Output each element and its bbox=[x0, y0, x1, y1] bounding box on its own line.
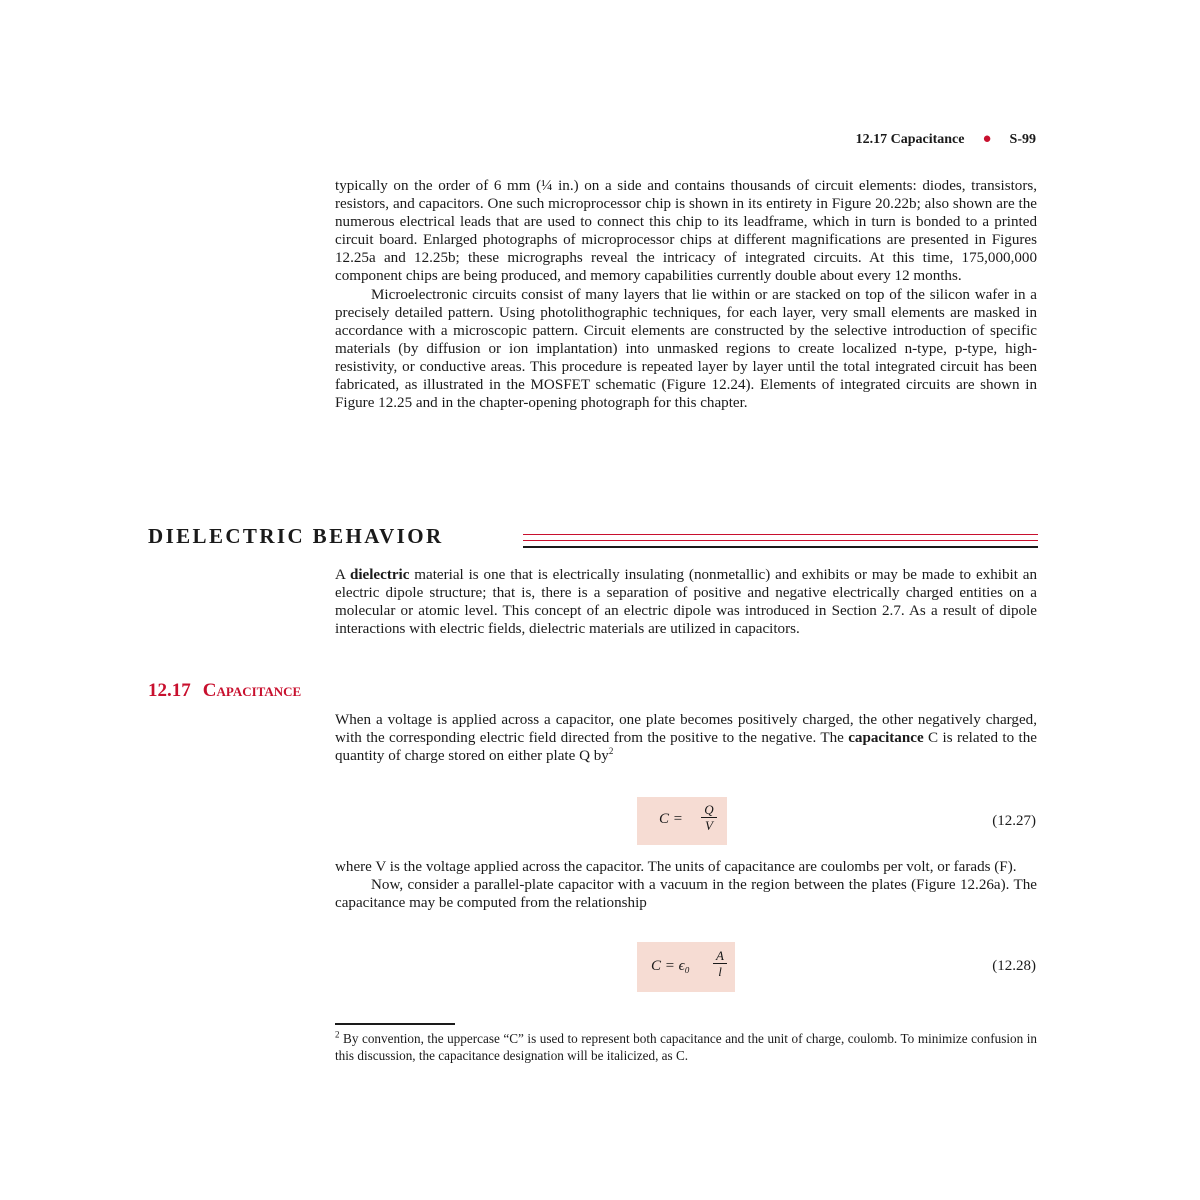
bullet-icon: ● bbox=[982, 131, 992, 147]
capacitance-text-2 bbox=[335, 858, 1037, 912]
heading-rule-red bbox=[523, 534, 1038, 541]
p3-rest: material is one that is electrically insulating (nonmetallic) and exhibits or may be made to exhibit an electric dipole structure; that is, there is a separation of positive and negative electrically charged entities on a molecular or atomic level. This concept of an electric dipole was introduced in Section 2.7. As a result of dipole interactions with electric fields, dielectric materials are utilized in capacitors. bbox=[335, 567, 1037, 638]
paragraph-integrated-circuits: typically on the order of 6 mm (¼ in.) on a side and contains thousands of circuit elements: diodes, transistors, resistors, and capacitors. One such microprocessor chip is shown in its entirety in Figure 20.22b; also shown are the numerous electrical leads that are used to connect this chip to its leadframe, which in turn is bonded to a printed circuit board. Enlarged photographs of microprocessor chips at different magnifications are presented in Figures 12.25a and 12.25b; these micrographs reveal the intricacy of integrated circuits. At this time, 175,000,000 component chips are being produced, and memory capabilities currently double about every 12 months. bbox=[335, 178, 1037, 285]
eq2-fraction bbox=[713, 948, 727, 979]
dielectric-text bbox=[335, 566, 1037, 638]
eq1-denominator: V bbox=[705, 818, 713, 833]
intro-text bbox=[335, 177, 1037, 412]
page-number: S-99 bbox=[1009, 132, 1036, 147]
capacitance-text bbox=[335, 711, 1037, 765]
term-capacitance: capacitance bbox=[848, 730, 924, 747]
footnote-text-line bbox=[335, 1030, 1037, 1064]
eq1-numerator: Q bbox=[704, 802, 714, 817]
paragraph-parallel-plate: Now, consider a parallel-plate capacitor with a vacuum in the region between the plates (Figure 12.26a). The capacitance may be computed from the relationship bbox=[335, 877, 1037, 912]
p4-start: When a voltage is applied across a capacitor, one plate becomes positively charged, the other negatively charged, with the corresponding electric field directed from the positive to the negative. The bbox=[335, 712, 1037, 747]
eq2-numerator: A bbox=[716, 948, 724, 963]
paragraph-dielectric bbox=[335, 566, 1037, 638]
running-header-section: 12.17 Capacitance bbox=[855, 132, 965, 147]
subsection-heading bbox=[148, 680, 301, 702]
term-dielectric: dielectric bbox=[349, 567, 410, 583]
paragraph-microelectronic-circuits: Microelectronic circuits consist of many layers that lie within or are stacked on top of the silicon wafer in a precisely detailed pattern. Using photolithographic techniques, for each layer, very small elements are masked in accordance with a microscopic pattern. Circuit elements are constructed by the selective introduction of specific materials (by diffusion or ion implantation) into unmasked regions to create localized n-type, p-type, high-resistivity, or conductive areas. This procedure is repeated layer by layer until the total integrated circuit has been fabricated, as illustrated in the MOSFET schematic (Figure 12.24). Elements of integrated circuits are shown in Figure 12.25 and in the chapter-opening photograph for this chapter. bbox=[335, 286, 1037, 412]
eq2-lhs: C = ϵ₀ bbox=[651, 958, 690, 974]
heading-rule-black bbox=[523, 546, 1038, 548]
footnote-text: By convention, the uppercase “C” is used to represent both capacitance and the unit of charge, coulomb. To minimize confusion in this discussion, the capacitance designation will be italicized, as C. bbox=[335, 1031, 1037, 1063]
equation-number-12-28: (12.28) bbox=[992, 958, 1036, 974]
running-header bbox=[856, 131, 1036, 148]
p3-start: A bbox=[335, 567, 350, 583]
footnote bbox=[335, 1030, 1037, 1064]
eq1-fraction bbox=[701, 802, 717, 833]
footnote-mark: 2 bbox=[335, 1029, 340, 1040]
section-heading-text: DIELECTRIC BEHAVIOR bbox=[148, 524, 448, 549]
equation-12-27 bbox=[637, 797, 727, 845]
p4-rest: C is related to the quantity of charge stored on either plate Q by bbox=[335, 730, 1037, 765]
eq2-denominator: l bbox=[718, 964, 722, 979]
footnote-rule bbox=[335, 1023, 455, 1025]
subsection-number: 12.17 bbox=[148, 680, 191, 701]
eq1-lhs: C = bbox=[659, 811, 683, 827]
subsection-title: Capacitance bbox=[202, 680, 302, 701]
equation-12-28 bbox=[637, 942, 735, 992]
paragraph-capacitance bbox=[335, 711, 1037, 765]
footnote-ref: 2 bbox=[608, 746, 614, 757]
equation-number-12-27: (12.27) bbox=[992, 813, 1036, 829]
section-heading bbox=[148, 524, 1038, 552]
paragraph-units: where V is the voltage applied across the capacitor. The units of capacitance are coulombs per volt, or farads (F). bbox=[335, 859, 1017, 875]
